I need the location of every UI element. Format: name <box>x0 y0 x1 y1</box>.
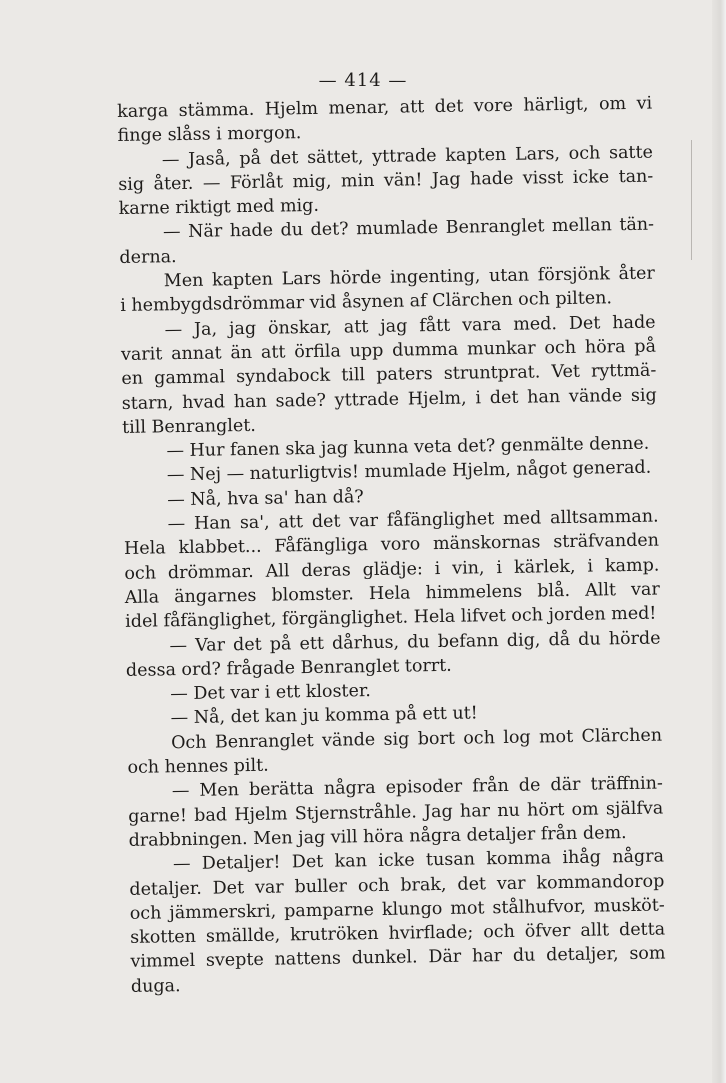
text-line: till Benranglet. <box>121 415 256 438</box>
text-line: en gammal syndabock till paters struntprat. Vet ryttmä- <box>121 360 657 390</box>
text-line: och drömmar. All deras glädje: i vin, i kärlek, i kamp. <box>124 555 660 584</box>
text-line: varit annat än att örfila upp dumma munkar och höra på <box>120 336 657 365</box>
text-line: dessa ord? frågade Benranglet torrt. <box>125 655 452 681</box>
text-line: — Nå, det kan ju komma på ett ut! <box>170 703 478 729</box>
text-line: karga stämma. Hjelm menar, att det vore härligt, om vi <box>117 93 653 122</box>
text-line: Hela klabbet... Fåfängliga voro mänskornas sträfvanden <box>123 530 660 560</box>
text-line: och hennes pilt. <box>127 755 269 778</box>
text-line: finge slåss i morgon. <box>117 123 302 147</box>
page-edge <box>712 0 726 1083</box>
text-line: — Jaså, på det sättet, yttrade kapten Lars, och satte <box>161 142 654 170</box>
text-line: detaljer. Det var buller och brak, det var kommandorop <box>129 871 665 900</box>
text-line: — Ja, jag önskar, att jag fått vara med. Det hade <box>164 312 656 340</box>
text-line: sig åter. — Förlåt mig, min vän! Jag hade visst icke tan- <box>118 166 654 195</box>
text-line: idel fåfänglighet, förgänglighet. Hela lifvet och jorden med! <box>125 603 657 633</box>
page-number: — 414 — <box>318 70 408 91</box>
text-line: — Hur fanen ska jag kunna veta det? genmälte denne. <box>166 433 650 462</box>
text-line: duga. <box>130 975 181 997</box>
text-line: och jämmerskri, pamparne klungo mot stålhufvor, musköt- <box>129 895 665 924</box>
text-line: — När hade du det? mumlade Benranglet mellan tän- <box>162 215 655 243</box>
text-line: — Nå, hva sa' han då? <box>167 486 364 511</box>
text-line: — Detaljer! Det kan icke tusan komma ihåg några <box>172 846 665 875</box>
text-line: — Men berätta några episoder från de där träffnin- <box>171 773 663 802</box>
text-line: Och Benranglet vände sig bort och log mot Clärchen <box>170 725 663 753</box>
text-line: vimmel svepte nattens dunkel. Där har du detaljer, som <box>130 943 666 973</box>
text-line: derna. <box>119 246 177 268</box>
text-line: starn, hvad han sade? yttrade Hjelm, i det han vände sig <box>121 385 657 414</box>
text-line: Alla ängarnes blomster. Hela himmelens blå. Allt var <box>124 579 660 608</box>
text-line: skotten smällde, krutröken hvirflade; och öfver allt detta <box>130 919 666 948</box>
text-line: — Det var i ett kloster. <box>170 681 372 705</box>
text-line: — Han sa', att det var fåfänglighet med alltsamman. <box>167 506 659 535</box>
text-line: — Nej — naturligtvis! mumlade Hjelm, något generad. <box>166 458 652 486</box>
text-line: drabbningen. Men jag vill höra några detaljer från dem. <box>128 822 627 851</box>
text-line: Men kapten Lars hörde ingenting, utan försjönk åter <box>163 263 655 292</box>
text-line: i hembygdsdrömmar vid åsynen af Clärchen och pilten. <box>120 288 613 317</box>
text-line: — Var det på ett dårhus, du befann dig, då du hörde <box>169 628 661 656</box>
text-line: karne riktigt med mig. <box>118 196 320 220</box>
text-line: garne! bad Hjelm Stjernstråhle. Jag har nu hört om själfva <box>128 798 664 827</box>
body-text <box>117 92 666 999</box>
gutter-mark <box>691 140 692 260</box>
